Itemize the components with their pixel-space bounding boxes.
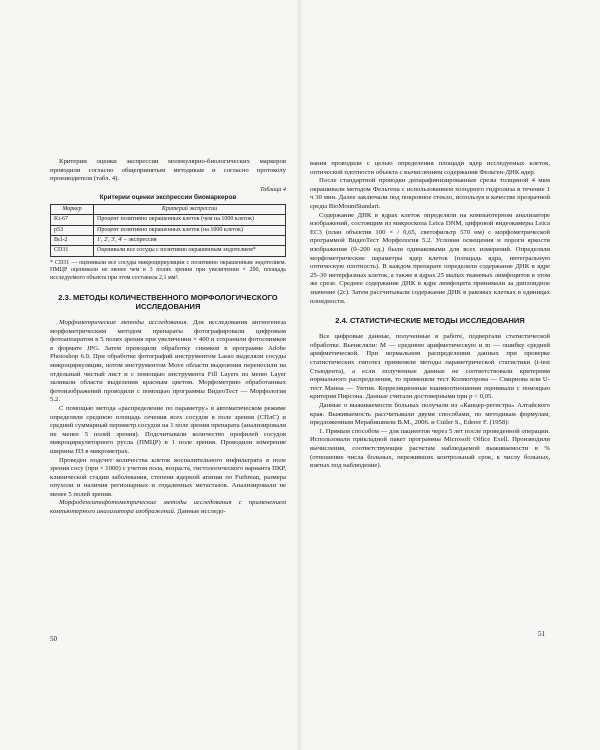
- table-row: [51, 236, 286, 246]
- paragraph: вания проводили с целью определения площади ядер исследуемых клеток, оптической плотности объекта с вычислением содержания Фельген-ДНК ядер.: [310, 160, 550, 176]
- paragraph: [50, 499, 286, 516]
- paragraph: Данные о выживаемости больных получали из «Канцер-регистра» Алтайского края. Выживаемость рассчитывали двумя способами, по методикам формулам, предложенным Мерабишвили В.М., 2006. и Cutler S., Ederer F. (1958):: [310, 402, 550, 427]
- table-cell: CD31: [51, 246, 94, 256]
- paragraph: Все цифровые данные, полученные в работе, подвергали статистической обработке. Вычисляли: M — среднюю арифметическую и m — ошибку средней арифметической. При нормальном распределении данных при проверке статистических гипотез применяли методы параметрической статистики (t-test Стьюдента), а если полученные данные не соответствовали критериям нормального распределения, то применяли тест Колмогорова — Смирнова или U-тест Манна — Уитни. Корреляционные взаимоотношения оценивали с помощью критерия Пирсона. Данные считали достоверными при p < 0,05.: [310, 333, 550, 401]
- table-cell: p53: [51, 225, 94, 235]
- section-heading: 2.3. МЕТОДЫ КОЛИЧЕСТВЕННОГО МОРФОЛОГИЧЕСКОГО ИССЛЕДОВАНИЯ: [58, 292, 278, 311]
- table-cell: Оценивали все сосуды с позитивно окрашенным эндотелием*: [94, 246, 286, 256]
- italic-lead: Морфометрические методы исследования.: [59, 319, 189, 326]
- table-row: [51, 246, 286, 256]
- paragraph: 1. Прямым способом — для пациентов через 5 лет после проведенной операции. Использовали прикладной пакет программы Microsoft Office Exell. Производили вычисления, соответствующие расчетам наблюдаемой выживаемости в % (отношение числа больных, переживших контрольный срок, к числу больных, взятых под наблюдение).: [310, 427, 550, 470]
- paragraph: [50, 319, 286, 405]
- paragraph: Содержание ДНК в ядрах клеток определяли на компьютерном анализаторе изображений, состоящим из микроскопа Leica DNM, цифровой видеокамеры Leica EC3 (план объектив 100 × / 0,65, светофильтр 570 нм) с морфометрической программой ВидеоТест Морфология 5.2. Условия освещения и пороги яркости изображения (0–200 ед.) были одинаковыми для всех измерений. Определяли морфометрические параметры ядер клеток (площадь ядра, интегральную оптическую плотность). В каждом препарате определяли содержание ДНК в ядре 25–30 интерфазных клеток, а также в ядрах 25 малых тканевых лимфоцитов в этом же срезе. Среднее содержание ДНК в ядре лимфоцита принимали за диплоидное значение (2c). Затем рассчитывали содержание ДНК в раковых клетках в единицах плоидности.: [310, 211, 550, 305]
- table-cell: Ki-67: [51, 215, 94, 225]
- table-footnote: * CD31 — оценивали все сосуды микроциркуляции с позитивно окрашенным эндотелием. ПМЦР оценивали не менее чем в 3 полях зрения при увеличении × 200, площадь исследуемого объекта при этом составила 2,1 мм².: [50, 259, 286, 281]
- table-cell: 1', 2', 3', 4' – экспрессия: [94, 236, 286, 246]
- paragraph: Критерии оценки экспрессии молекулярно-биологических маркеров проводили согласно общепринятым методикам и согласно протоколу производителя (табл. 4).: [50, 158, 286, 183]
- paragraph-text: Для исследования ангиогенеза морфометрическим методом препараты фотографировали цифровым фотоаппаратом в 5 полях зрения при увеличении × 400 и сохранили фотоснимков в формате JPG. Затем проводили обработку снимков в программе Adobe Photoshop 6.0. При обработке фотографий инструментом Lasso выделяли сосуды микроциркуляции, потом инструментом Move области выделения переносили на отдельный чистый лист и с помощью инструмента Fill Layers из меню Layer заливали области выделения красным цветом. Морфометрию обработанных фотоизображений проводили с помощью программы ВидеоТест — Морфология 5.2.: [50, 319, 286, 404]
- table-header: Критерий экспрессии: [94, 204, 286, 214]
- paragraph-text: Данные исследо-: [175, 508, 226, 516]
- page-number-left: 50: [50, 635, 57, 643]
- italic-lead: Морфоденситофотометрические методы исследования с применением компьютерного анализатора изображений.: [50, 499, 286, 516]
- section-heading: 2.4. СТАТИСТИЧЕСКИЕ МЕТОДЫ ИССЛЕДОВАНИЯ: [335, 316, 525, 326]
- paragraph: После стандартной проводки депарафинизированные срезы толщиной 4 мкм окрашивали методом Фельгена с использованием холодного гидролиза в течение 1 ч 30 мин. Далее заключали под покровное стекло, используя в качестве прозрачной среды BioMountStandart.: [310, 177, 550, 210]
- paragraph: Проведен подсчет количества клеток воспалительного инфильтрата в поле зрения сосу (при × 1000) с учетом пола, возраста, гистологического варианта ПКР, клинической стадии заболевания, степени ядерной атипии по Furhman, размера опухоли и наличия регионарных и отдаленных метастазов. Анализировали не менее 5 полей зрения.: [50, 456, 286, 498]
- table-row: [51, 215, 286, 225]
- table-cell: Процент позитивно окрашенных клеток (на 1000 клеток): [94, 225, 286, 235]
- table-cell: Bcl-2: [51, 236, 94, 246]
- table-cell: Процент позитивно окрашенных клеток (чем на 1000 клеток): [94, 215, 286, 225]
- table-label: Таблица 4: [260, 185, 286, 193]
- paragraph: С помощью метода «распределение по параметру» в автоматическом режиме определяли среднюю площадь сечения всех сосудов в поле зрения (СПлС) и средний суммарный периметр сосудов на 1 поле зрения препарата (анализировали не менее 5 полей зрения). Подсчитывали количество профилей сосудов микроциркуляторного русла (ПМЦР) в 1 поле зрения. Проводили измерение ширины ПЗ в микрометрах.: [50, 404, 286, 455]
- biomarker-table: [50, 204, 286, 257]
- page-gutter: [296, 0, 304, 750]
- table-row: [51, 225, 286, 235]
- right-page: [310, 160, 550, 471]
- left-page: [50, 158, 286, 517]
- table-title: Критерии оценки экспрессии биомаркеров: [99, 193, 237, 201]
- table-header: Маркер: [51, 204, 94, 214]
- table-header-row: [51, 204, 286, 214]
- page-number-right: 51: [538, 630, 545, 638]
